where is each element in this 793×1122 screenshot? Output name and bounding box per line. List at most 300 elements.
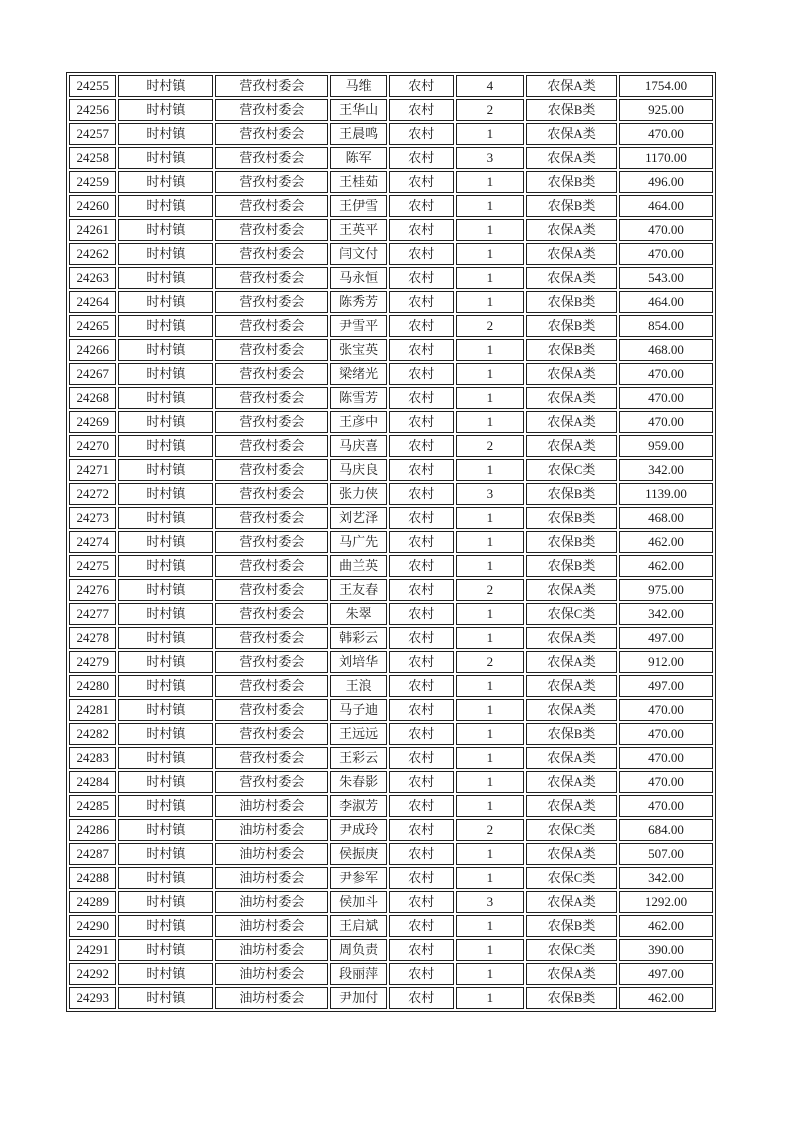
cell-record-id: 24272 xyxy=(69,483,116,505)
cell-amount: 912.00 xyxy=(619,651,713,673)
cell-village-committee: 油坊村委会 xyxy=(215,987,328,1009)
cell-town: 时村镇 xyxy=(118,627,213,649)
cell-village-committee: 营孜村委会 xyxy=(215,123,328,145)
cell-town: 时村镇 xyxy=(118,99,213,121)
cell-person-count: 2 xyxy=(456,579,525,601)
cell-person-count: 1 xyxy=(456,195,525,217)
cell-household-type: 农村 xyxy=(389,675,454,697)
cell-person-name: 陈雪芳 xyxy=(330,387,387,409)
cell-person-count: 2 xyxy=(456,99,525,121)
cell-village-committee: 油坊村委会 xyxy=(215,795,328,817)
cell-amount: 1170.00 xyxy=(619,147,713,169)
cell-village-committee: 营孜村委会 xyxy=(215,723,328,745)
cell-insurance-category: 农保A类 xyxy=(526,387,617,409)
cell-person-name: 段丽萍 xyxy=(330,963,387,985)
cell-insurance-category: 农保A类 xyxy=(526,891,617,913)
cell-amount: 342.00 xyxy=(619,867,713,889)
cell-person-count: 1 xyxy=(456,363,525,385)
table-row xyxy=(69,219,713,241)
cell-town: 时村镇 xyxy=(118,651,213,673)
cell-insurance-category: 农保A类 xyxy=(526,267,617,289)
cell-town: 时村镇 xyxy=(118,555,213,577)
cell-person-name: 王浪 xyxy=(330,675,387,697)
cell-household-type: 农村 xyxy=(389,75,454,97)
cell-person-name: 侯振庚 xyxy=(330,843,387,865)
table-row xyxy=(69,939,713,961)
cell-town: 时村镇 xyxy=(118,315,213,337)
cell-household-type: 农村 xyxy=(389,531,454,553)
cell-village-committee: 营孜村委会 xyxy=(215,267,328,289)
cell-village-committee: 营孜村委会 xyxy=(215,555,328,577)
cell-person-count: 1 xyxy=(456,915,525,937)
cell-amount: 470.00 xyxy=(619,363,713,385)
cell-person-count: 4 xyxy=(456,75,525,97)
cell-person-name: 王启斌 xyxy=(330,915,387,937)
cell-town: 时村镇 xyxy=(118,267,213,289)
cell-village-committee: 营孜村委会 xyxy=(215,339,328,361)
cell-household-type: 农村 xyxy=(389,819,454,841)
cell-town: 时村镇 xyxy=(118,963,213,985)
cell-insurance-category: 农保A类 xyxy=(526,75,617,97)
cell-household-type: 农村 xyxy=(389,435,454,457)
cell-person-count: 1 xyxy=(456,339,525,361)
cell-person-name: 马广先 xyxy=(330,531,387,553)
cell-record-id: 24283 xyxy=(69,747,116,769)
cell-household-type: 农村 xyxy=(389,339,454,361)
cell-amount: 1754.00 xyxy=(619,75,713,97)
table-row xyxy=(69,987,713,1009)
cell-town: 时村镇 xyxy=(118,699,213,721)
cell-household-type: 农村 xyxy=(389,651,454,673)
table-row xyxy=(69,147,713,169)
cell-record-id: 24282 xyxy=(69,723,116,745)
cell-insurance-category: 农保B类 xyxy=(526,483,617,505)
cell-amount: 543.00 xyxy=(619,267,713,289)
cell-person-count: 1 xyxy=(456,459,525,481)
cell-town: 时村镇 xyxy=(118,483,213,505)
table-row xyxy=(69,723,713,745)
cell-person-name: 张宝英 xyxy=(330,339,387,361)
cell-person-name: 马子迪 xyxy=(330,699,387,721)
cell-town: 时村镇 xyxy=(118,891,213,913)
cell-amount: 468.00 xyxy=(619,507,713,529)
cell-person-name: 朱春影 xyxy=(330,771,387,793)
cell-village-committee: 油坊村委会 xyxy=(215,843,328,865)
cell-amount: 470.00 xyxy=(619,723,713,745)
cell-village-committee: 营孜村委会 xyxy=(215,435,328,457)
table-row xyxy=(69,531,713,553)
cell-insurance-category: 农保A类 xyxy=(526,219,617,241)
cell-town: 时村镇 xyxy=(118,675,213,697)
cell-insurance-category: 农保B类 xyxy=(526,987,617,1009)
cell-person-name: 刘艺泽 xyxy=(330,507,387,529)
cell-amount: 496.00 xyxy=(619,171,713,193)
cell-village-committee: 营孜村委会 xyxy=(215,627,328,649)
cell-insurance-category: 农保B类 xyxy=(526,507,617,529)
cell-village-committee: 营孜村委会 xyxy=(215,411,328,433)
cell-insurance-category: 农保B类 xyxy=(526,99,617,121)
cell-insurance-category: 农保A类 xyxy=(526,627,617,649)
cell-person-name: 尹加付 xyxy=(330,987,387,1009)
cell-household-type: 农村 xyxy=(389,555,454,577)
cell-person-count: 1 xyxy=(456,627,525,649)
table-row xyxy=(69,603,713,625)
cell-household-type: 农村 xyxy=(389,723,454,745)
cell-insurance-category: 农保C类 xyxy=(526,867,617,889)
cell-person-count: 1 xyxy=(456,675,525,697)
cell-village-committee: 营孜村委会 xyxy=(215,363,328,385)
table-row xyxy=(69,387,713,409)
cell-household-type: 农村 xyxy=(389,771,454,793)
cell-person-count: 1 xyxy=(456,531,525,553)
table-body xyxy=(69,75,713,1009)
cell-insurance-category: 农保A类 xyxy=(526,795,617,817)
cell-amount: 470.00 xyxy=(619,387,713,409)
cell-person-name: 马维 xyxy=(330,75,387,97)
table-row xyxy=(69,555,713,577)
cell-person-name: 马庆喜 xyxy=(330,435,387,457)
cell-record-id: 24281 xyxy=(69,699,116,721)
table-row xyxy=(69,291,713,313)
cell-person-count: 2 xyxy=(456,651,525,673)
cell-household-type: 农村 xyxy=(389,363,454,385)
cell-record-id: 24284 xyxy=(69,771,116,793)
cell-record-id: 24258 xyxy=(69,147,116,169)
cell-record-id: 24269 xyxy=(69,411,116,433)
cell-insurance-category: 农保A类 xyxy=(526,147,617,169)
cell-record-id: 24290 xyxy=(69,915,116,937)
cell-record-id: 24265 xyxy=(69,315,116,337)
table-row xyxy=(69,843,713,865)
cell-household-type: 农村 xyxy=(389,867,454,889)
cell-person-name: 马永恒 xyxy=(330,267,387,289)
cell-insurance-category: 农保A类 xyxy=(526,675,617,697)
table-row xyxy=(69,171,713,193)
cell-town: 时村镇 xyxy=(118,387,213,409)
cell-insurance-category: 农保B类 xyxy=(526,339,617,361)
cell-household-type: 农村 xyxy=(389,243,454,265)
table-row xyxy=(69,771,713,793)
cell-record-id: 24263 xyxy=(69,267,116,289)
cell-town: 时村镇 xyxy=(118,219,213,241)
cell-amount: 975.00 xyxy=(619,579,713,601)
cell-village-committee: 油坊村委会 xyxy=(215,915,328,937)
table-row xyxy=(69,651,713,673)
cell-record-id: 24264 xyxy=(69,291,116,313)
cell-town: 时村镇 xyxy=(118,411,213,433)
cell-person-name: 王华山 xyxy=(330,99,387,121)
insurance-payment-table xyxy=(66,72,716,1012)
cell-record-id: 24255 xyxy=(69,75,116,97)
cell-town: 时村镇 xyxy=(118,579,213,601)
cell-town: 时村镇 xyxy=(118,987,213,1009)
table-row xyxy=(69,819,713,841)
table-row xyxy=(69,435,713,457)
cell-record-id: 24293 xyxy=(69,987,116,1009)
cell-amount: 462.00 xyxy=(619,531,713,553)
table-row xyxy=(69,363,713,385)
cell-person-name: 陈军 xyxy=(330,147,387,169)
cell-town: 时村镇 xyxy=(118,939,213,961)
cell-town: 时村镇 xyxy=(118,843,213,865)
cell-village-committee: 营孜村委会 xyxy=(215,579,328,601)
cell-amount: 470.00 xyxy=(619,123,713,145)
cell-village-committee: 营孜村委会 xyxy=(215,75,328,97)
cell-insurance-category: 农保B类 xyxy=(526,171,617,193)
cell-person-name: 韩彩云 xyxy=(330,627,387,649)
cell-household-type: 农村 xyxy=(389,291,454,313)
cell-person-count: 2 xyxy=(456,819,525,841)
cell-amount: 470.00 xyxy=(619,243,713,265)
cell-insurance-category: 农保C类 xyxy=(526,819,617,841)
cell-household-type: 农村 xyxy=(389,123,454,145)
cell-person-count: 1 xyxy=(456,267,525,289)
cell-person-name: 尹雪平 xyxy=(330,315,387,337)
cell-insurance-category: 农保A类 xyxy=(526,411,617,433)
cell-village-committee: 营孜村委会 xyxy=(215,603,328,625)
cell-person-count: 1 xyxy=(456,867,525,889)
cell-person-name: 周负责 xyxy=(330,939,387,961)
cell-household-type: 农村 xyxy=(389,147,454,169)
cell-record-id: 24276 xyxy=(69,579,116,601)
cell-person-name: 王远远 xyxy=(330,723,387,745)
cell-household-type: 农村 xyxy=(389,459,454,481)
cell-amount: 470.00 xyxy=(619,771,713,793)
cell-person-count: 1 xyxy=(456,387,525,409)
cell-amount: 497.00 xyxy=(619,963,713,985)
cell-amount: 470.00 xyxy=(619,699,713,721)
cell-record-id: 24273 xyxy=(69,507,116,529)
cell-village-committee: 营孜村委会 xyxy=(215,747,328,769)
cell-household-type: 农村 xyxy=(389,627,454,649)
table-row xyxy=(69,339,713,361)
cell-person-count: 1 xyxy=(456,507,525,529)
cell-record-id: 24279 xyxy=(69,651,116,673)
cell-record-id: 24292 xyxy=(69,963,116,985)
cell-amount: 462.00 xyxy=(619,555,713,577)
cell-village-committee: 营孜村委会 xyxy=(215,651,328,673)
cell-record-id: 24260 xyxy=(69,195,116,217)
cell-amount: 497.00 xyxy=(619,627,713,649)
cell-village-committee: 营孜村委会 xyxy=(215,507,328,529)
cell-record-id: 24271 xyxy=(69,459,116,481)
cell-village-committee: 油坊村委会 xyxy=(215,867,328,889)
cell-person-count: 1 xyxy=(456,171,525,193)
cell-amount: 342.00 xyxy=(619,459,713,481)
cell-insurance-category: 农保A类 xyxy=(526,435,617,457)
cell-amount: 497.00 xyxy=(619,675,713,697)
table-row xyxy=(69,99,713,121)
cell-town: 时村镇 xyxy=(118,603,213,625)
cell-household-type: 农村 xyxy=(389,843,454,865)
table-row xyxy=(69,123,713,145)
cell-person-name: 王晨鸣 xyxy=(330,123,387,145)
cell-village-committee: 营孜村委会 xyxy=(215,459,328,481)
cell-person-name: 尹参军 xyxy=(330,867,387,889)
cell-person-name: 王彦中 xyxy=(330,411,387,433)
cell-person-name: 王伊雪 xyxy=(330,195,387,217)
cell-insurance-category: 农保B类 xyxy=(526,723,617,745)
cell-amount: 507.00 xyxy=(619,843,713,865)
cell-record-id: 24275 xyxy=(69,555,116,577)
cell-amount: 470.00 xyxy=(619,411,713,433)
cell-person-name: 王英平 xyxy=(330,219,387,241)
cell-village-committee: 营孜村委会 xyxy=(215,147,328,169)
cell-person-name: 王友春 xyxy=(330,579,387,601)
cell-insurance-category: 农保B类 xyxy=(526,531,617,553)
table-row xyxy=(69,459,713,481)
cell-person-count: 1 xyxy=(456,123,525,145)
cell-household-type: 农村 xyxy=(389,699,454,721)
cell-town: 时村镇 xyxy=(118,75,213,97)
cell-record-id: 24286 xyxy=(69,819,116,841)
cell-person-count: 1 xyxy=(456,219,525,241)
cell-town: 时村镇 xyxy=(118,459,213,481)
cell-person-name: 朱翠 xyxy=(330,603,387,625)
table-row xyxy=(69,675,713,697)
cell-town: 时村镇 xyxy=(118,291,213,313)
cell-household-type: 农村 xyxy=(389,171,454,193)
cell-person-count: 1 xyxy=(456,723,525,745)
cell-household-type: 农村 xyxy=(389,891,454,913)
table-row xyxy=(69,195,713,217)
cell-person-count: 1 xyxy=(456,603,525,625)
cell-record-id: 24291 xyxy=(69,939,116,961)
table-row xyxy=(69,699,713,721)
cell-village-committee: 营孜村委会 xyxy=(215,387,328,409)
cell-person-count: 1 xyxy=(456,795,525,817)
cell-record-id: 24285 xyxy=(69,795,116,817)
cell-town: 时村镇 xyxy=(118,435,213,457)
table-row xyxy=(69,747,713,769)
cell-town: 时村镇 xyxy=(118,747,213,769)
cell-insurance-category: 农保B类 xyxy=(526,195,617,217)
cell-record-id: 24288 xyxy=(69,867,116,889)
cell-town: 时村镇 xyxy=(118,243,213,265)
table-row xyxy=(69,891,713,913)
cell-household-type: 农村 xyxy=(389,507,454,529)
cell-amount: 468.00 xyxy=(619,339,713,361)
cell-record-id: 24274 xyxy=(69,531,116,553)
cell-household-type: 农村 xyxy=(389,987,454,1009)
cell-person-count: 3 xyxy=(456,891,525,913)
cell-village-committee: 油坊村委会 xyxy=(215,939,328,961)
cell-record-id: 24261 xyxy=(69,219,116,241)
cell-person-count: 3 xyxy=(456,483,525,505)
cell-amount: 470.00 xyxy=(619,219,713,241)
cell-household-type: 农村 xyxy=(389,963,454,985)
cell-insurance-category: 农保C类 xyxy=(526,939,617,961)
cell-town: 时村镇 xyxy=(118,723,213,745)
cell-person-count: 1 xyxy=(456,747,525,769)
cell-person-name: 侯加斗 xyxy=(330,891,387,913)
cell-record-id: 24262 xyxy=(69,243,116,265)
cell-amount: 854.00 xyxy=(619,315,713,337)
cell-insurance-category: 农保C类 xyxy=(526,603,617,625)
cell-household-type: 农村 xyxy=(389,747,454,769)
table-row xyxy=(69,243,713,265)
cell-record-id: 24278 xyxy=(69,627,116,649)
cell-person-count: 1 xyxy=(456,291,525,313)
cell-insurance-category: 农保A类 xyxy=(526,747,617,769)
table-row xyxy=(69,915,713,937)
cell-village-committee: 营孜村委会 xyxy=(215,531,328,553)
cell-town: 时村镇 xyxy=(118,507,213,529)
cell-amount: 464.00 xyxy=(619,195,713,217)
cell-person-count: 1 xyxy=(456,963,525,985)
cell-village-committee: 营孜村委会 xyxy=(215,195,328,217)
cell-village-committee: 营孜村委会 xyxy=(215,219,328,241)
table-row xyxy=(69,75,713,97)
cell-village-committee: 营孜村委会 xyxy=(215,99,328,121)
cell-town: 时村镇 xyxy=(118,363,213,385)
cell-town: 时村镇 xyxy=(118,339,213,361)
cell-record-id: 24268 xyxy=(69,387,116,409)
cell-insurance-category: 农保B类 xyxy=(526,315,617,337)
table-row xyxy=(69,867,713,889)
cell-household-type: 农村 xyxy=(389,579,454,601)
cell-insurance-category: 农保A类 xyxy=(526,843,617,865)
cell-amount: 464.00 xyxy=(619,291,713,313)
cell-amount: 390.00 xyxy=(619,939,713,961)
cell-household-type: 农村 xyxy=(389,387,454,409)
cell-amount: 342.00 xyxy=(619,603,713,625)
table-row xyxy=(69,267,713,289)
cell-household-type: 农村 xyxy=(389,915,454,937)
cell-household-type: 农村 xyxy=(389,483,454,505)
table-row xyxy=(69,315,713,337)
cell-town: 时村镇 xyxy=(118,531,213,553)
cell-record-id: 24277 xyxy=(69,603,116,625)
cell-household-type: 农村 xyxy=(389,99,454,121)
cell-village-committee: 营孜村委会 xyxy=(215,699,328,721)
cell-person-name: 马庆良 xyxy=(330,459,387,481)
table-row xyxy=(69,411,713,433)
table-row xyxy=(69,627,713,649)
cell-town: 时村镇 xyxy=(118,771,213,793)
cell-person-name: 曲兰英 xyxy=(330,555,387,577)
cell-village-committee: 营孜村委会 xyxy=(215,771,328,793)
table-row xyxy=(69,483,713,505)
cell-record-id: 24259 xyxy=(69,171,116,193)
cell-insurance-category: 农保A类 xyxy=(526,579,617,601)
cell-town: 时村镇 xyxy=(118,915,213,937)
cell-town: 时村镇 xyxy=(118,795,213,817)
cell-insurance-category: 农保B类 xyxy=(526,291,617,313)
cell-insurance-category: 农保A类 xyxy=(526,963,617,985)
cell-person-count: 1 xyxy=(456,555,525,577)
cell-person-count: 1 xyxy=(456,411,525,433)
cell-insurance-category: 农保A类 xyxy=(526,699,617,721)
cell-town: 时村镇 xyxy=(118,171,213,193)
cell-village-committee: 营孜村委会 xyxy=(215,243,328,265)
cell-village-committee: 油坊村委会 xyxy=(215,963,328,985)
table-row xyxy=(69,795,713,817)
cell-record-id: 24287 xyxy=(69,843,116,865)
cell-person-name: 王桂茹 xyxy=(330,171,387,193)
table-row xyxy=(69,963,713,985)
cell-insurance-category: 农保A类 xyxy=(526,243,617,265)
table-row xyxy=(69,507,713,529)
cell-village-committee: 油坊村委会 xyxy=(215,891,328,913)
cell-person-count: 1 xyxy=(456,771,525,793)
cell-insurance-category: 农保B类 xyxy=(526,555,617,577)
cell-insurance-category: 农保A类 xyxy=(526,771,617,793)
cell-person-name: 陈秀芳 xyxy=(330,291,387,313)
cell-village-committee: 营孜村委会 xyxy=(215,291,328,313)
cell-record-id: 24270 xyxy=(69,435,116,457)
cell-village-committee: 营孜村委会 xyxy=(215,171,328,193)
